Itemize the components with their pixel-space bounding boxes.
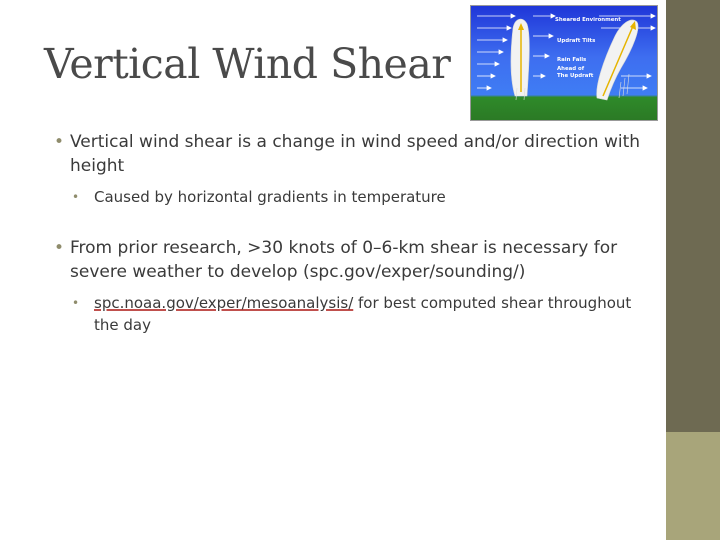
- mesoanalysis-link[interactable]: spc.noaa.gov/exper/mesoanalysis/: [94, 294, 354, 312]
- slide-title: Vertical Wind Shear: [44, 40, 451, 88]
- sidebar-accent-dark: [666, 0, 720, 432]
- wind-shear-illustration: [471, 6, 657, 120]
- figure-label-ahead-of: Ahead of: [557, 66, 585, 72]
- figure-label-updraft-tilts: Updraft Tilts: [557, 38, 596, 44]
- wind-shear-diagram: [470, 5, 658, 121]
- bullet-dot: •: [54, 132, 65, 152]
- vertical-storm-cloud: [511, 19, 529, 96]
- sidebar-accent-light: [666, 432, 720, 540]
- sub-bullet-text: for best computed shear throughout the day: [94, 294, 632, 334]
- sub-bullet-item: [72, 186, 654, 208]
- bullet-dot: •: [54, 238, 65, 258]
- bullet-item: [54, 236, 654, 284]
- bullet-dot: •: [72, 190, 80, 204]
- bullet-text: Vertical wind shear is a change in wind speed and/or direction with height: [70, 132, 641, 176]
- sub-bullet-text: Caused by horizontal gradients in temperature: [94, 188, 446, 206]
- sub-bullet-item: [72, 292, 654, 336]
- bullet-list: [54, 130, 654, 336]
- bullet-dot: •: [72, 296, 80, 310]
- bullet-item: [54, 130, 654, 178]
- figure-label-sheared: Sheared Environment: [555, 17, 621, 23]
- figure-label-rain-falls: Rain Falls: [557, 57, 587, 63]
- bullet-text: From prior research, >30 knots of 0–6-km shear is necessary for severe weather to develop (spc.gov/exper/sounding/): [70, 238, 618, 282]
- figure-label-the-updraft: The Updraft: [557, 73, 594, 79]
